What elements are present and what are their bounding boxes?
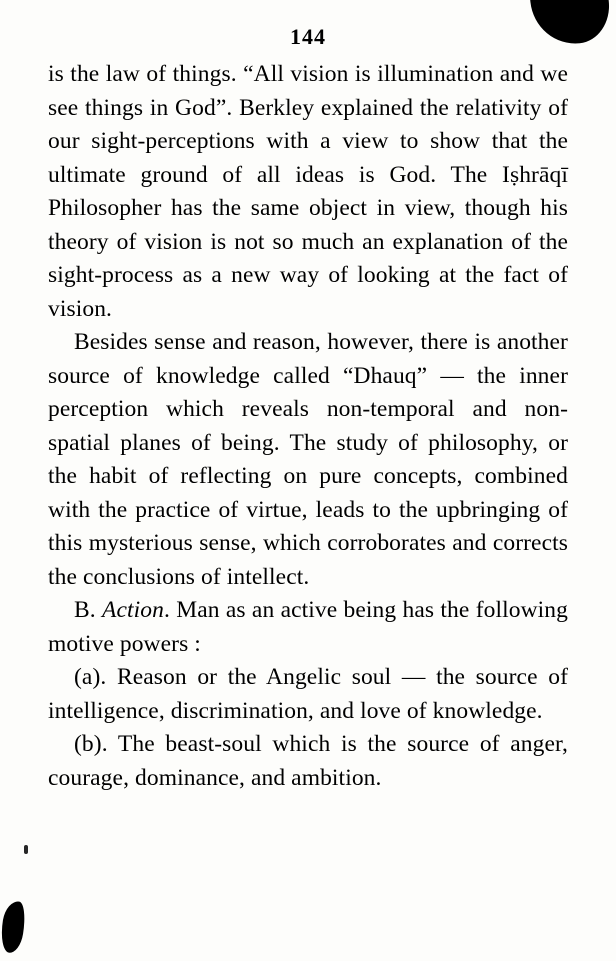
paragraph-2: Besides sense and reason, however, there is another source of knowledge called “Dhauq” — the inner perception which reveals non-temporal and non-spatial planes of being. The study of philosophy, or the habit of reflecting on pure concepts, combined with the practice of virtue, leads to the upbringing of this mysterious sense, which corroborates and corrects the conclusions of intellect.	[48, 329, 568, 590]
paragraph-3-italic-word: Action	[102, 597, 164, 623]
page-body	[48, 58, 568, 795]
scan-speck	[24, 845, 28, 854]
page-number: 144	[290, 24, 326, 49]
paragraph-3-prefix: B.	[74, 597, 103, 623]
scan-artifact-bottom-left	[0, 900, 28, 955]
paragraph-4: (a). Reason or the Angelic soul — the source of intelligence, discrimination, and love of knowledge.	[48, 664, 568, 724]
paragraph-3	[48, 594, 568, 661]
paragraph-1: is the law of things. “All vision is illumination and we see things in God”. Berkley explained the relativity of our sight-perceptions with a view to show that the ultimate ground of all ideas is God. The Iṣhrāqī Philosopher has the same object in view, though his theory of vision is not so much an explanation of the sight-process as a new way of looking at the fact of vision.	[48, 61, 568, 322]
paragraph-5: (b). The beast-soul which is the source of anger, courage, dominance, and ambition.	[48, 731, 568, 791]
paragraph-3-rest: . Man as an active being has the following motive powers :	[48, 597, 568, 657]
